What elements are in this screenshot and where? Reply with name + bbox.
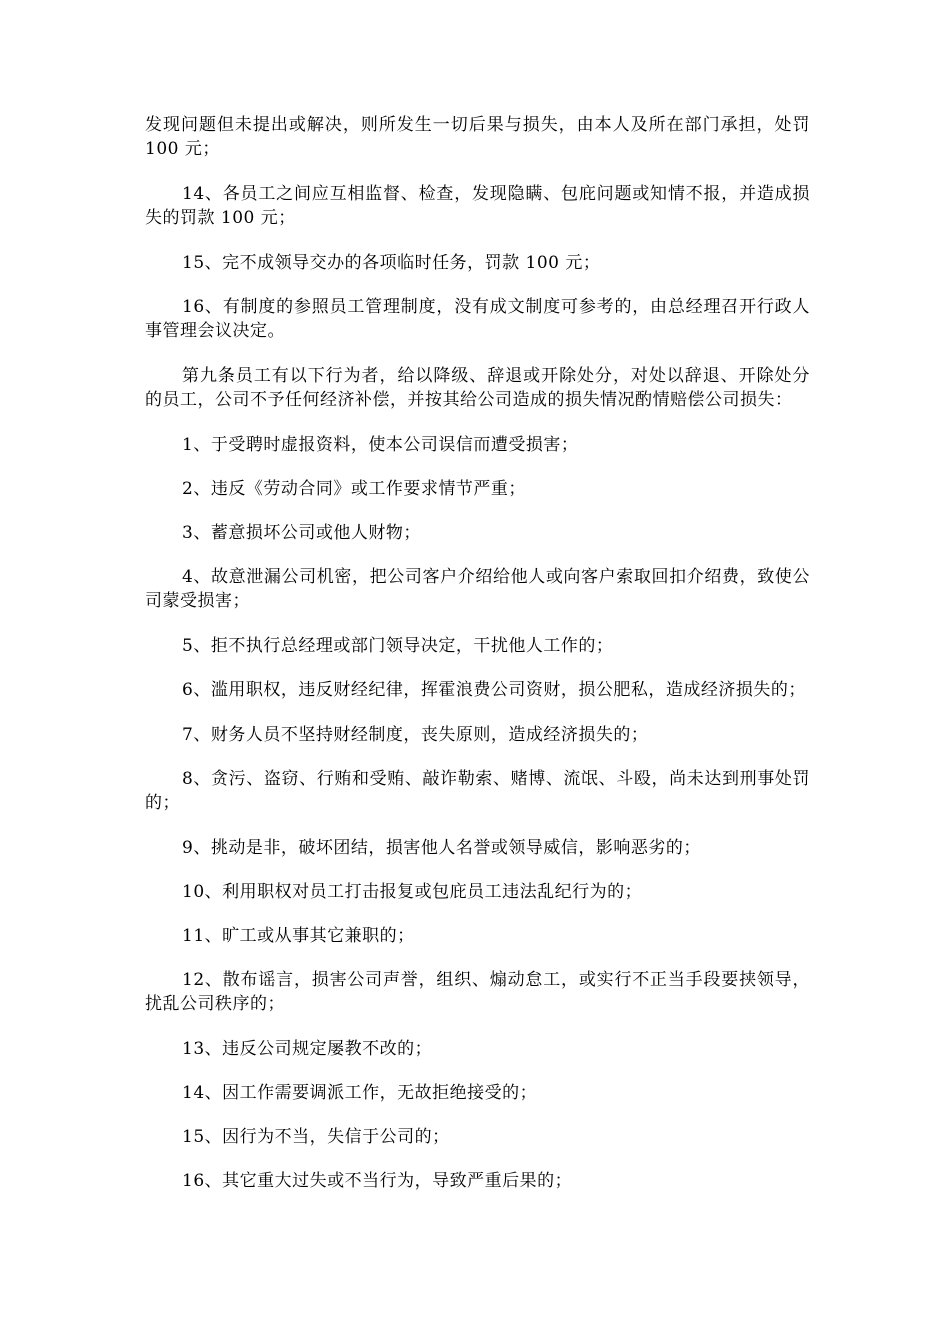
paragraph-continuation: 发现问题但未提出或解决，则所发生一切后果与损失，由本人及所在部门承担，处罚 100 元； <box>145 115 810 159</box>
list-item-6: 6、滥用职权，违反财经纪律，挥霍浪费公司资财，损公肥私，造成经济损失的； <box>182 680 806 700</box>
paragraph-item-15-tasks: 15、完不成领导交办的各项临时任务，罚款 100 元； <box>182 253 601 273</box>
list-item-2: 2、违反《劳动合同》或工作要求情节严重； <box>182 479 526 499</box>
list-item-11: 11、旷工或从事其它兼职的； <box>182 926 415 946</box>
paragraph-article-9: 第九条员工有以下行为者，给以降级、辞退或开除处分，对处以辞退、开除处分的员工，公司不予任何经济补偿，并按其给公司造成的损失情况酌情赔偿公司损失： <box>145 366 810 410</box>
list-item-8: 8、贪污、盗窃、行贿和受贿、敲诈勒索、赌博、流氓、斗殴，尚未达到刑事处罚的； <box>145 769 810 813</box>
paragraph-item-16-reference: 16、有制度的参照员工管理制度，没有成文制度可参考的，由总经理召开行政人事管理会议决定。 <box>145 297 810 341</box>
list-item-9: 9、挑动是非，破坏团结，损害他人名誉或领导威信，影响恶劣的； <box>182 838 701 858</box>
list-item-14: 14、因工作需要调派工作，无故拒绝接受的； <box>182 1083 538 1103</box>
list-item-1: 1、于受聘时虚报资料，使本公司误信而遭受损害； <box>182 435 579 455</box>
list-item-7: 7、财务人员不坚持财经制度，丧失原则，造成经济损失的； <box>182 725 649 745</box>
list-item-10: 10、利用职权对员工打击报复或包庇员工违法乱纪行为的； <box>182 882 643 902</box>
list-item-4: 4、故意泄漏公司机密，把公司客户介绍给他人或向客户索取回扣介绍费，致使公司蒙受损害； <box>145 567 810 611</box>
list-item-5: 5、拒不执行总经理或部门领导决定，干扰他人工作的； <box>182 636 614 656</box>
list-item-12: 12、散布谣言，损害公司声誉，组织、煽动怠工，或实行不正当手段要挟领导，扰乱公司秩序的； <box>145 970 810 1014</box>
list-item-3: 3、蓄意损坏公司或他人财物； <box>182 523 421 543</box>
list-item-16: 16、其它重大过失或不当行为，导致严重后果的； <box>182 1171 573 1191</box>
document-body <box>145 113 810 1213</box>
list-item-13: 13、违反公司规定屡教不改的； <box>182 1039 433 1059</box>
paragraph-item-14-supervision: 14、各员工之间应互相监督、检查，发现隐瞒、包庇问题或知情不报，并造成损失的罚款 100 元； <box>145 184 810 228</box>
list-item-15: 15、因行为不当，失信于公司的； <box>182 1127 450 1147</box>
